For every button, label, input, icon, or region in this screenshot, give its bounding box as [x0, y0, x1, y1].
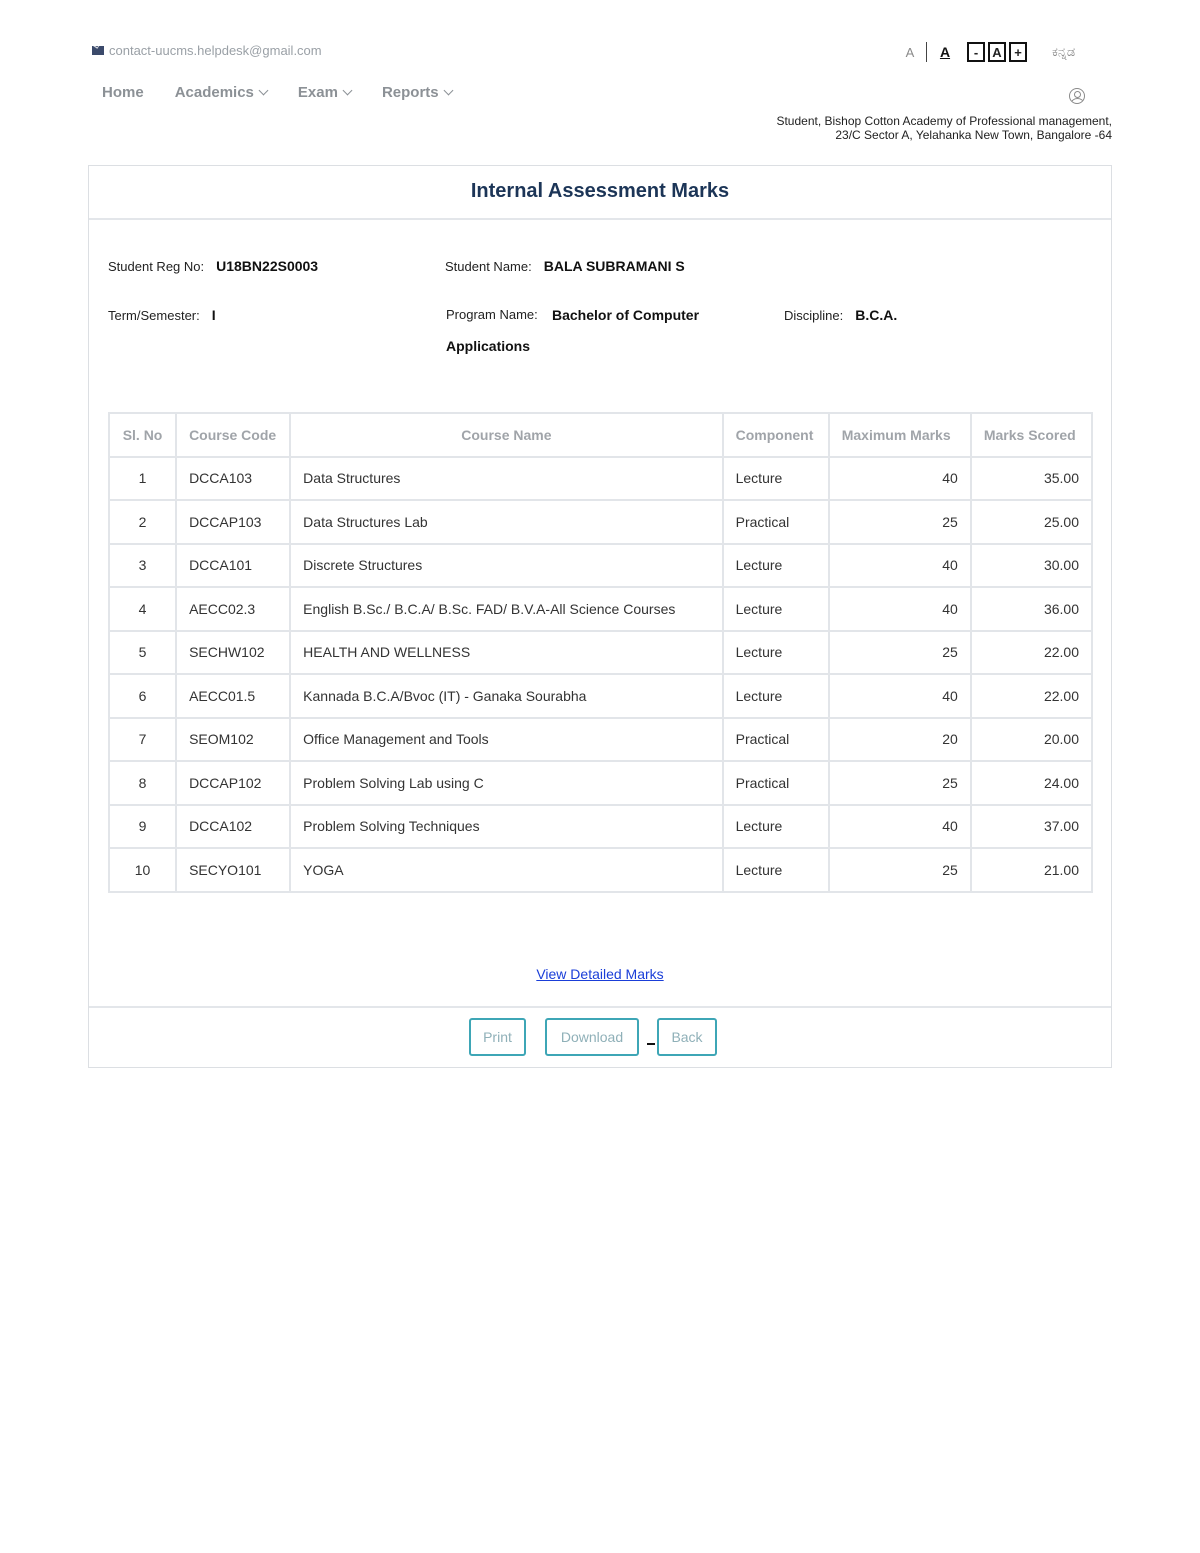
student-name-label: Student Name:: [445, 259, 532, 274]
cell-sl-no: 5: [109, 631, 176, 675]
table-header-row: [109, 413, 1092, 457]
user-info-text: Student, Bishop Cotton Academy of Professional management, 23/C Sector A, Yelahanka New Town, Bangalore -64: [776, 114, 1112, 142]
cell-course-name: YOGA: [290, 848, 722, 892]
cell-course-name: HEALTH AND WELLNESS: [290, 631, 722, 675]
download-button[interactable]: Download: [545, 1018, 639, 1056]
nav-academics-label: Academics: [174, 84, 254, 101]
cell-component: Lecture: [723, 805, 829, 849]
header-component: Component: [723, 413, 829, 457]
cell-course-name: Discrete Structures: [290, 544, 722, 588]
font-small-button[interactable]: A: [905, 44, 915, 60]
page-title: Internal Assessment Marks: [89, 166, 1111, 220]
table-row: [109, 631, 1092, 675]
cell-marks-scored: 25.00: [971, 500, 1092, 544]
separator-dash: [647, 1043, 655, 1045]
cell-marks-scored: 30.00: [971, 544, 1092, 588]
cell-course-code: AECC01.5: [176, 674, 290, 718]
discipline-value: B.C.A.: [855, 307, 898, 323]
cell-component: Lecture: [723, 457, 829, 501]
nav-exam-label: Exam: [297, 84, 338, 101]
table-row: [109, 848, 1092, 892]
cell-marks-scored: 24.00: [971, 761, 1092, 805]
header-course-code: Course Code: [176, 413, 290, 457]
contact-email: [92, 43, 322, 58]
cell-sl-no: 2: [109, 500, 176, 544]
table-row: [109, 457, 1092, 501]
cell-maximum-marks: 40: [829, 587, 971, 631]
cell-maximum-marks: 40: [829, 805, 971, 849]
cell-sl-no: 3: [109, 544, 176, 588]
cell-maximum-marks: 40: [829, 457, 971, 501]
envelope-icon: [92, 46, 104, 55]
discipline-label: Discipline:: [784, 308, 844, 323]
cell-component: Lecture: [723, 544, 829, 588]
cell-component: Practical: [723, 500, 829, 544]
nav-exam[interactable]: [298, 84, 351, 101]
contact-email-text: contact-uucms.helpdesk@gmail.com: [109, 43, 322, 58]
cell-marks-scored: 22.00: [971, 631, 1092, 675]
cell-component: Practical: [723, 761, 829, 805]
cell-course-code: DCCA103: [176, 457, 290, 501]
cell-sl-no: 9: [109, 805, 176, 849]
cell-sl-no: 8: [109, 761, 176, 805]
cell-course-name: Data Structures: [290, 457, 722, 501]
language-toggle-kannada[interactable]: ಕನ್ನಡ: [1052, 44, 1076, 59]
cell-sl-no: 10: [109, 848, 176, 892]
header-marks-scored: Marks Scored: [971, 413, 1092, 457]
cell-maximum-marks: 25: [829, 631, 971, 675]
chevron-down-icon: [342, 86, 352, 96]
table-row: [109, 805, 1092, 849]
nav-reports[interactable]: [382, 84, 452, 101]
reg-no-value: U18BN22S0003: [216, 258, 319, 274]
nav-academics[interactable]: [175, 84, 267, 101]
cell-marks-scored: 35.00: [971, 457, 1092, 501]
view-detailed-marks-link[interactable]: View Detailed Marks: [536, 966, 664, 982]
nav-reports-label: Reports: [381, 84, 439, 101]
cell-component: Lecture: [723, 674, 829, 718]
marks-table: [108, 412, 1093, 893]
cell-component: Lecture: [723, 848, 829, 892]
cell-sl-no: 7: [109, 718, 176, 762]
cell-sl-no: 6: [109, 674, 176, 718]
cell-component: Lecture: [723, 587, 829, 631]
header-maximum-marks: Maximum Marks: [829, 413, 971, 457]
cell-course-code: DCCAP102: [176, 761, 290, 805]
chevron-down-icon: [258, 86, 268, 96]
term-value: I: [211, 307, 216, 323]
contrast-toggle-button[interactable]: A: [939, 44, 951, 60]
cell-course-code: AECC02.3: [176, 587, 290, 631]
student-reg-no: [108, 258, 318, 274]
cell-marks-scored: 22.00: [971, 674, 1092, 718]
cell-course-name: Data Structures Lab: [290, 500, 722, 544]
student-name: [445, 258, 685, 274]
header-sl-no: Sl. No: [109, 413, 176, 457]
student-name-value: BALA SUBRAMANI S: [543, 258, 685, 274]
action-buttons: [469, 1018, 717, 1056]
nav-home-label: Home: [102, 84, 144, 101]
toolbar-divider: [926, 42, 927, 62]
cell-component: Lecture: [723, 631, 829, 675]
term-label: Term/Semester:: [108, 308, 200, 323]
cell-maximum-marks: 25: [829, 761, 971, 805]
cell-sl-no: 1: [109, 457, 176, 501]
nav-home[interactable]: [102, 84, 144, 101]
table-row: [109, 500, 1092, 544]
header-course-name: Course Name: [290, 413, 722, 457]
chevron-down-icon: [443, 86, 453, 96]
back-button[interactable]: Back: [657, 1018, 717, 1056]
cell-course-code: DCCA101: [176, 544, 290, 588]
cell-maximum-marks: 40: [829, 674, 971, 718]
font-decrease-button[interactable]: -: [967, 42, 985, 62]
reg-no-label: Student Reg No:: [108, 259, 205, 274]
cell-maximum-marks: 25: [829, 500, 971, 544]
program-label: Program Name:: [446, 307, 538, 322]
cell-maximum-marks: 25: [829, 848, 971, 892]
font-normal-button[interactable]: A: [988, 42, 1006, 62]
cell-marks-scored: 36.00: [971, 587, 1092, 631]
cell-course-code: SEOM102: [176, 718, 290, 762]
cell-course-code: DCCA102: [176, 805, 290, 849]
cell-maximum-marks: 20: [829, 718, 971, 762]
cell-sl-no: 4: [109, 587, 176, 631]
font-increase-button[interactable]: +: [1009, 42, 1027, 62]
accessibility-toolbar: [902, 42, 1075, 62]
cell-course-name: English B.Sc./ B.C.A/ B.Sc. FAD/ B.V.A-All Science Courses: [290, 587, 722, 631]
table-row: [109, 761, 1092, 805]
table-row: [109, 544, 1092, 588]
cell-course-code: DCCAP103: [176, 500, 290, 544]
cell-course-code: SECYO101: [176, 848, 290, 892]
marks-card: [88, 165, 1112, 1068]
discipline: [784, 307, 897, 323]
card-footer-divider: [89, 1006, 1111, 1008]
cell-course-name: Problem Solving Techniques: [290, 805, 722, 849]
term-semester: [108, 307, 216, 323]
user-profile-icon[interactable]: [1069, 88, 1085, 104]
table-row: [109, 718, 1092, 762]
main-nav: [102, 84, 452, 101]
cell-course-name: Kannada B.C.A/Bvoc (IT) - Ganaka Sourabha: [290, 674, 722, 718]
cell-maximum-marks: 40: [829, 544, 971, 588]
cell-marks-scored: 21.00: [971, 848, 1092, 892]
cell-marks-scored: 20.00: [971, 718, 1092, 762]
cell-course-name: Office Management and Tools: [290, 718, 722, 762]
table-row: [109, 674, 1092, 718]
print-button[interactable]: Print: [469, 1018, 526, 1056]
cell-component: Practical: [723, 718, 829, 762]
cell-course-code: SECHW102: [176, 631, 290, 675]
cell-course-name: Problem Solving Lab using C: [290, 761, 722, 805]
program-value: Bachelor of Computer Applications: [446, 307, 700, 354]
cell-marks-scored: 37.00: [971, 805, 1092, 849]
table-row: [109, 587, 1092, 631]
